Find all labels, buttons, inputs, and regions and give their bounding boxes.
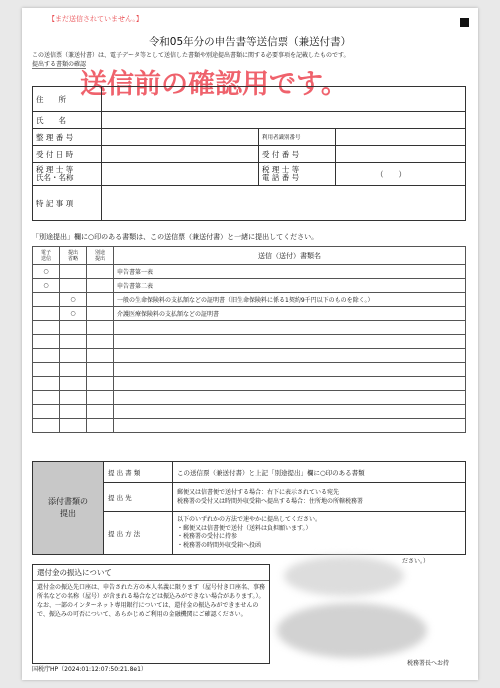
name-label: 氏 名 [33, 112, 102, 129]
watermark-text: 送信前の確認用です。 [80, 69, 348, 100]
table-row [33, 293, 466, 307]
refund-text: 還付金の振込先口座は、申告された方の本人名義に限ります（屋号付き口座名、事務所名などの名称（屋号）が含まれる場合などは振込みができない場合があります。）。 なお、一部のインターネット専用銀行については、還付金の振込みができませんので、振込みの可否について、あらかじめご利用の金融機関にご確認ください。 [37, 584, 266, 618]
row-1-betto [87, 265, 114, 279]
source-footer: 国税庁HP（2024:01:12:07:50:21.8e1） [32, 666, 147, 673]
table-row [33, 265, 466, 279]
header-betto: 別途 提出 [87, 247, 114, 265]
row-2-shoryaku [60, 279, 87, 293]
corner-mark [460, 18, 469, 27]
row-1-denshi: ○ [33, 265, 60, 279]
seiri-label: 整 理 番 号 [33, 129, 102, 146]
blurred-area-2 [277, 603, 427, 658]
tax-phone-label: 税 理 士 等 電 話 番 号 [259, 163, 336, 186]
bottom-right-note: 税務署長へお持 [407, 660, 450, 667]
tokki-label: 特 記 事 項 [33, 186, 102, 221]
page-title: 令和05年分の申告書等送信票（兼送付書） [148, 36, 352, 48]
blurred-area [284, 556, 404, 596]
user-id-value [336, 129, 466, 146]
empty-row [33, 377, 466, 391]
attach-text-2: 郵便又は信書便で送付する場合：右下に表示されている宛先 税務署の受付又は時間外収受箱へ提出する場合：住所地の所轄税務署 [173, 483, 466, 512]
empty-row [33, 405, 466, 419]
intro-text-2: 提出する書類の確認 [32, 61, 87, 68]
header-doc-name: 送信（送付）書類名 [114, 247, 466, 265]
row-2-betto [87, 279, 114, 293]
row-1-shoryaku [60, 265, 87, 279]
attach-text-1: この送信票（兼送付書）と上記「別途提出」欄に○印のある書類 [173, 462, 466, 483]
empty-row [33, 391, 466, 405]
tax-accountant-value [102, 163, 259, 186]
right-note: ださい。） [402, 558, 430, 565]
row-1-name: 申告書第一表 [114, 265, 466, 279]
seiri-value [102, 129, 259, 146]
empty-row [33, 419, 466, 433]
address-value [102, 87, 466, 112]
uketsuke-date-label: 受 付 日 時 [33, 146, 102, 163]
empty-row [33, 363, 466, 377]
uketsuke-no-value [336, 146, 466, 163]
info-table [32, 86, 466, 221]
main-caption: 「別途提出」欄に○印のある書類は、この送信票（兼送付書）と一緒に提出してください。 [32, 233, 319, 241]
row-4-name: 介護医療保険料の支払額などの証明書 [114, 307, 466, 321]
attach-label-3: 提 出 方 法 [104, 512, 173, 555]
uketsuke-no-label: 受 付 番 号 [259, 146, 336, 163]
row-3-denshi [33, 293, 60, 307]
attachment-side-label: 添付書類の 提出 [33, 462, 104, 555]
intro-text: この送信票（兼送付書）は、電子データ等として送信した書類や別途提出書類に関する必要事項を記載したものです。 [32, 52, 350, 59]
row-2-denshi: ○ [33, 279, 60, 293]
attach-label-2: 提 出 先 [104, 483, 173, 512]
empty-row [33, 349, 466, 363]
tax-phone-value: （ ） [336, 163, 466, 186]
address-label: 住 所 [33, 87, 102, 112]
header-shoryaku: 提出 省略 [60, 247, 87, 265]
tokki-value [102, 186, 466, 221]
refund-title: 還付金の振込について [33, 565, 269, 581]
document-page [22, 8, 478, 680]
row-4-denshi [33, 307, 60, 321]
row-4-shoryaku: ○ [60, 307, 87, 321]
unsent-label: 【まだ送信されていません。】 [48, 15, 143, 23]
uketsuke-date-value [102, 146, 259, 163]
documents-table [32, 246, 466, 433]
refund-box [32, 564, 270, 664]
table-row [33, 307, 466, 321]
user-id-label: 利用者識別番号 [259, 129, 336, 146]
header-denshi: 電子 送信 [33, 247, 60, 265]
row-3-betto [87, 293, 114, 307]
empty-row [33, 321, 466, 335]
tax-accountant-label: 税 理 士 等 氏名・名称 [33, 163, 102, 186]
empty-row [33, 335, 466, 349]
attach-label-1: 提 出 書 類 [104, 462, 173, 483]
row-4-betto [87, 307, 114, 321]
row-3-name: 一般の生命保険料の支払額などの証明書（旧生命保険料に係る1契約9千円以下のものを除く。） [114, 293, 466, 307]
attachment-table [32, 461, 466, 555]
name-value [102, 112, 466, 129]
row-2-name: 申告書第二表 [114, 279, 466, 293]
table-row [33, 279, 466, 293]
row-3-shoryaku: ○ [60, 293, 87, 307]
attach-text-3: 以下のいずれかの方法で速やかに提出してください。 ・郵便又は信書便で送付（送料は負担願います。） ・税務署の受付に持参 ・税務署の時間外収受箱へ投函 [173, 512, 466, 555]
